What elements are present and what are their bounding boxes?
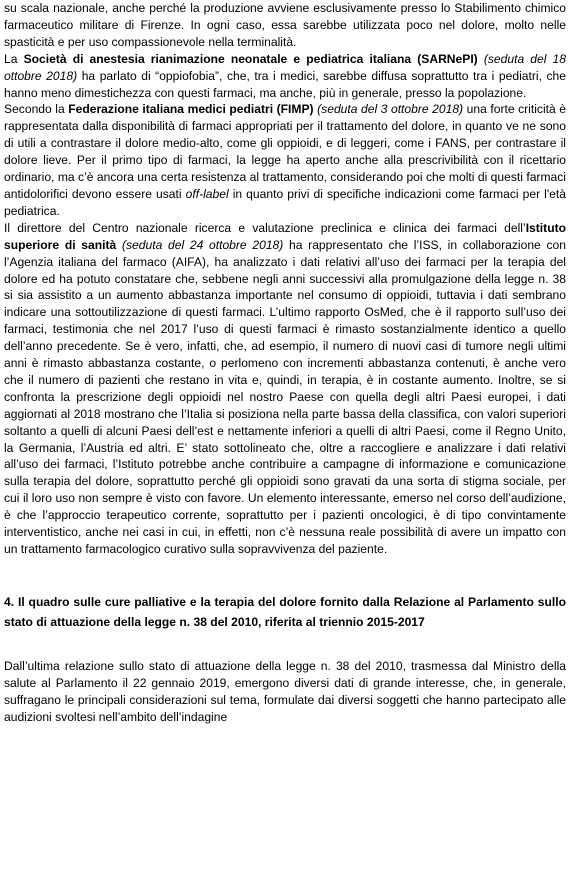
section-heading: 4. Il quadro sulle cure palliative e la terapia del dolore fornito dalla Relazione al Parlamento sullo stato di attuazione della legge n. 38 del 2010, riferita al triennio 2015-2017 — [4, 594, 566, 630]
closing-paragraph: Dall’ultima relazione sullo stato di attuazione della legge n. 38 del 2010, trasmessa dal Ministro della salute al Parlamento il 22 gennaio 2019, emergono diversi dati di grande interesse, che, in generale, suffragano le principali considerazioni sul tema, formulate dai diversi soggetti che hanno partecipato alle audizioni svoltesi nell’ambito dell’indagine — [4, 658, 566, 724]
body-text: su scala nazionale, anche perché la produzione avviene esclusivamente presso lo Stabilimento chimico farmaceutico militare di Firenze. In ogni caso, essa sarebbe utilizzata poco nel dolore, molto nelle spasticità e per uso compassionevole nella terminalità. — [4, 1, 566, 49]
spacer — [4, 558, 566, 592]
body-text: una forte criticità è rappresentata dalla disponibilità di farmaci appropriati per il trattamento del dolore, in quanto ve ne sono di utili a contrastare il dolore medio-alto, come gli oppioidi, e di leggeri, come i FANS, per contrastare il dolore lieve. Per il primo tipo di farmaci, la legge ha aperto anche alla prescrivibilità con il ricettario ordinario, ma c’è ancora una certa resistenza al trattamento, considerando poi che molti di questi farmaci antidolorifici devono essere usati — [4, 102, 566, 201]
spacer — [4, 633, 566, 658]
italic-session-date: (seduta del 18 ottobre 2018) — [4, 51, 566, 83]
body-text: Il direttore del Centro nazionale ricerca e valutazione preclinica e clinica dei farmaci dell’ — [4, 220, 526, 235]
paragraph — [4, 0, 566, 51]
body-text: Secondo la — [4, 102, 69, 117]
italic-session-date: (seduta del 3 ottobre 2018) — [317, 102, 464, 117]
body-text: ha parlato di “oppiofobia”, che, tra i medici, sarebbe diffusa soprattutto tra i pediatri, che hanno meno dimestichezza con questi farmaci, ma anche, più in generale, presso la popolazione. — [4, 68, 566, 100]
body-text: ha rappresentato che l’ISS, in collaborazione con l’Agenzia italiana del farmaco (AIFA), ha analizzato i dati relativi all’uso dei farmaci per la terapia del dolore ed ha potuto constatare che, sebbene negli anni successivi alla promulgazione della legge n. 38 si sia assistito a un aumento abbastanza importante nel consumo di oppioidi, tuttavia i dati sembrano indicare una sottoutilizzazione di questi farmaci. L’ultimo rapporto OsMed, che è il rapporto sull’uso dei farmaci, testimonia che nel 2017 l’uso di questi farmaci è rimasto sostanzialmente identico a quello dell’anno precedente. Se è vero, infatti, che, ad esempio, il numero di nuovi casi di tumore negli ultimi anni è rimasto abbastanza costante, o perlomeno con incrementi abbastanza contenuti, è anche vero che il numero di pazienti che restano in vita e, quindi, in terapia, è in costante aumento. Inoltre, se si confronta la prescrizione degli oppioidi nel nostro Paese con quella degli altri Paesi europei, i dati aggiornati al 2018 mostrano che l’Italia si posiziona nella parte bassa della classifica, con valori superiori soltanto a quelli di alcuni Paesi dell’est e nettamente inferiori a quelli di altri Paesi, come il Regno Unito, la Germania, l’Austria ed altri. E’ stato sottolineato che, oltre a raccogliere e analizzare i dati relativi all’uso dei farmaci, l’Istituto potrebbe anche contribuire a campagne di informazione e comunicazione sulla terapia del dolore, soprattutto perché gli oppioidi sono gravati da una sorta di stigma sociale, per cui il loro uso non sempre è visto con favore. Un elemento interessante, emerso nel corso dell’audizione, è che l’approccio terapeutico corrente, soprattutto per i pazienti oncologici, è di tipo convintamente interventistico, anche nei casi in cui, in effetti, non c’è nessuna reale possibilità di avere un impatto con un trattamento farmacologico curativo sulla sopravvivenza del paziente. — [4, 237, 566, 556]
paragraph — [4, 101, 566, 219]
paragraph — [4, 51, 566, 102]
italic-term: off-label — [185, 186, 229, 201]
document-page — [4, 0, 566, 726]
bold-entity: Federazione italiana medici pediatri (FIMP) — [68, 102, 314, 117]
italic-session-date: (seduta del 24 ottobre 2018) — [121, 237, 284, 252]
bold-entity: Società di anestesia rianimazione neonatale e pediatrica italiana (SARNePI) — [23, 51, 478, 66]
paragraph — [4, 220, 566, 558]
bold-entity: Istituto superiore di sanità — [4, 220, 566, 252]
body-text: in quanto privi di specifiche indicazioni come farmaci per l'età pediatrica. — [4, 186, 566, 218]
body-text: La — [4, 51, 24, 66]
